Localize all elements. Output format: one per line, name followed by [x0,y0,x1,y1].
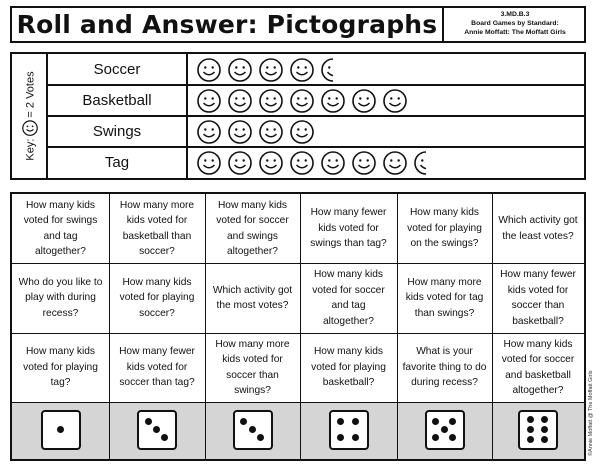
activity-label: Swings [48,116,188,147]
question-text: What is your favorite thing to do during recess? [402,346,487,389]
die-pip [161,434,168,441]
question-cell [12,263,109,333]
half-smiley-face-icon [320,57,346,83]
question-text: How many kids voted for swings and tag altogether? [23,199,98,257]
die-face-5-icon [425,410,465,450]
question-cell [492,333,584,402]
smiley-face-icon [289,119,315,145]
question-text: How many kids voted for soccer and tag altogether? [312,269,385,327]
grid-row-line [12,263,584,264]
key-suffix: = 2 Votes [24,71,36,118]
smiley-face-icon [289,88,315,114]
die-face-4-icon [329,410,369,450]
smiley-face-icon [289,57,315,83]
question-grid [10,192,586,461]
smiley-face-icon [258,88,284,114]
question-text: How many fewer kids voted for soccer than tag? [119,346,195,389]
dice-row [12,402,584,459]
die-pip [145,418,152,425]
grid-column-line [109,194,110,459]
question-text: How many kids voted for soccer and basketball altogether? [501,338,575,396]
grid-column-line [492,194,493,459]
half-smiley-face-icon [413,150,439,176]
die-face-6-icon [518,410,558,450]
key-prefix: Key: [24,138,36,161]
die-face-3-icon [233,410,273,450]
pictograph-row [48,147,584,178]
die-pip [527,426,534,433]
smiley-face-icon [196,88,222,114]
smiley-face-icon [351,88,377,114]
smiley-cells [196,147,439,178]
smiley-face-icon [22,120,39,137]
question-text: How many kids voted for playing on the swings? [407,207,482,250]
question-cell [109,194,205,263]
worksheet-title: Roll and Answer: Pictographs [12,8,444,41]
question-cell [109,333,205,402]
die-pip [449,434,456,441]
die-pip [541,426,548,433]
row-divider [48,146,584,148]
question-cell [492,194,584,263]
copyright-credit: ©Annie Moffatt @ The Moffatt Girls [588,370,594,456]
row-divider [48,115,584,117]
die-pip [57,426,64,433]
smiley-face-icon [382,88,408,114]
question-text: How many more kids voted for basketball than soccer? [119,199,195,257]
question-cell [12,333,109,402]
question-text: How many fewer kids voted for swings than tag? [310,207,387,250]
question-cell [300,333,397,402]
question-text: How many more kids voted for soccer than swings? [215,338,290,396]
pictograph-table [10,52,586,180]
question-text: How many kids voted for playing basketball? [311,346,386,389]
pictograph-row [48,116,584,147]
row-divider [48,84,584,86]
question-cell [109,263,205,333]
die-pip [352,418,359,425]
die-pip [153,426,160,433]
smiley-cells [196,116,315,147]
question-text: How many kids voted for playing soccer? [119,276,195,319]
smiley-cells [196,54,346,85]
question-cell [300,194,397,263]
die-pip [337,418,344,425]
question-cell [397,333,492,402]
activity-label: Tag [48,147,188,178]
die-face-3-icon [137,410,177,450]
question-cell [205,333,300,402]
die-pip [240,418,247,425]
question-cell [397,263,492,333]
die-pip [449,418,456,425]
smiley-face-icon [227,119,253,145]
die-pip [432,434,439,441]
series-name: Board Games by Standard: [471,20,559,27]
question-cell [205,263,300,333]
smiley-face-icon [351,150,377,176]
die-pip [527,416,534,423]
question-cell [492,263,584,333]
grid-column-line [300,194,301,459]
die-pip [541,436,548,443]
die-pip [257,434,264,441]
key-text [22,71,39,160]
grid-row-line [12,402,584,403]
grid-column-line [397,194,398,459]
smiley-cells [196,85,408,116]
smiley-face-icon [227,57,253,83]
smiley-face-icon [258,150,284,176]
question-cell [397,194,492,263]
pictograph-row [48,54,584,85]
smiley-face-icon [196,150,222,176]
smiley-face-icon [196,119,222,145]
question-text: Which activity got the most votes? [212,284,293,311]
die-face-1-icon [41,410,81,450]
activity-label: Soccer [48,54,188,85]
die-pip [337,434,344,441]
question-text: Which activity got the least votes? [498,215,578,242]
smiley-face-icon [382,150,408,176]
smiley-face-icon [289,150,315,176]
worksheet-header [10,6,586,43]
smiley-face-icon [196,57,222,83]
die-pip [527,436,534,443]
die-pip [541,416,548,423]
activity-label: Basketball [48,85,188,116]
question-text: How many more kids voted for tag than swings? [405,276,484,319]
question-cell [205,194,300,263]
grid-row-line [12,333,584,334]
question-cell [12,194,109,263]
smiley-face-icon [258,57,284,83]
smiley-face-icon [320,150,346,176]
die-pip [352,434,359,441]
question-text: How many kids voted for soccer and swings altogether? [216,199,289,257]
smiley-face-icon [258,119,284,145]
die-pip [441,426,448,433]
grid-column-line [205,194,206,459]
pictograph-key [12,54,48,178]
die-pip [432,418,439,425]
smiley-face-icon [227,88,253,114]
question-cell [300,263,397,333]
standard-info [446,10,584,37]
question-text: Who do you like to play with during recess? [18,276,103,319]
pictograph-row [48,85,584,116]
question-text: How many kids voted for playing tag? [23,346,98,389]
smiley-face-icon [227,150,253,176]
die-pip [249,426,256,433]
question-text: How many fewer kids voted for soccer than basketball? [500,269,576,327]
author-name: Annie Moffatt: The Moffatt Girls [464,29,566,36]
standard-code: 3.MD.B.3 [500,11,530,18]
smiley-face-icon [320,88,346,114]
